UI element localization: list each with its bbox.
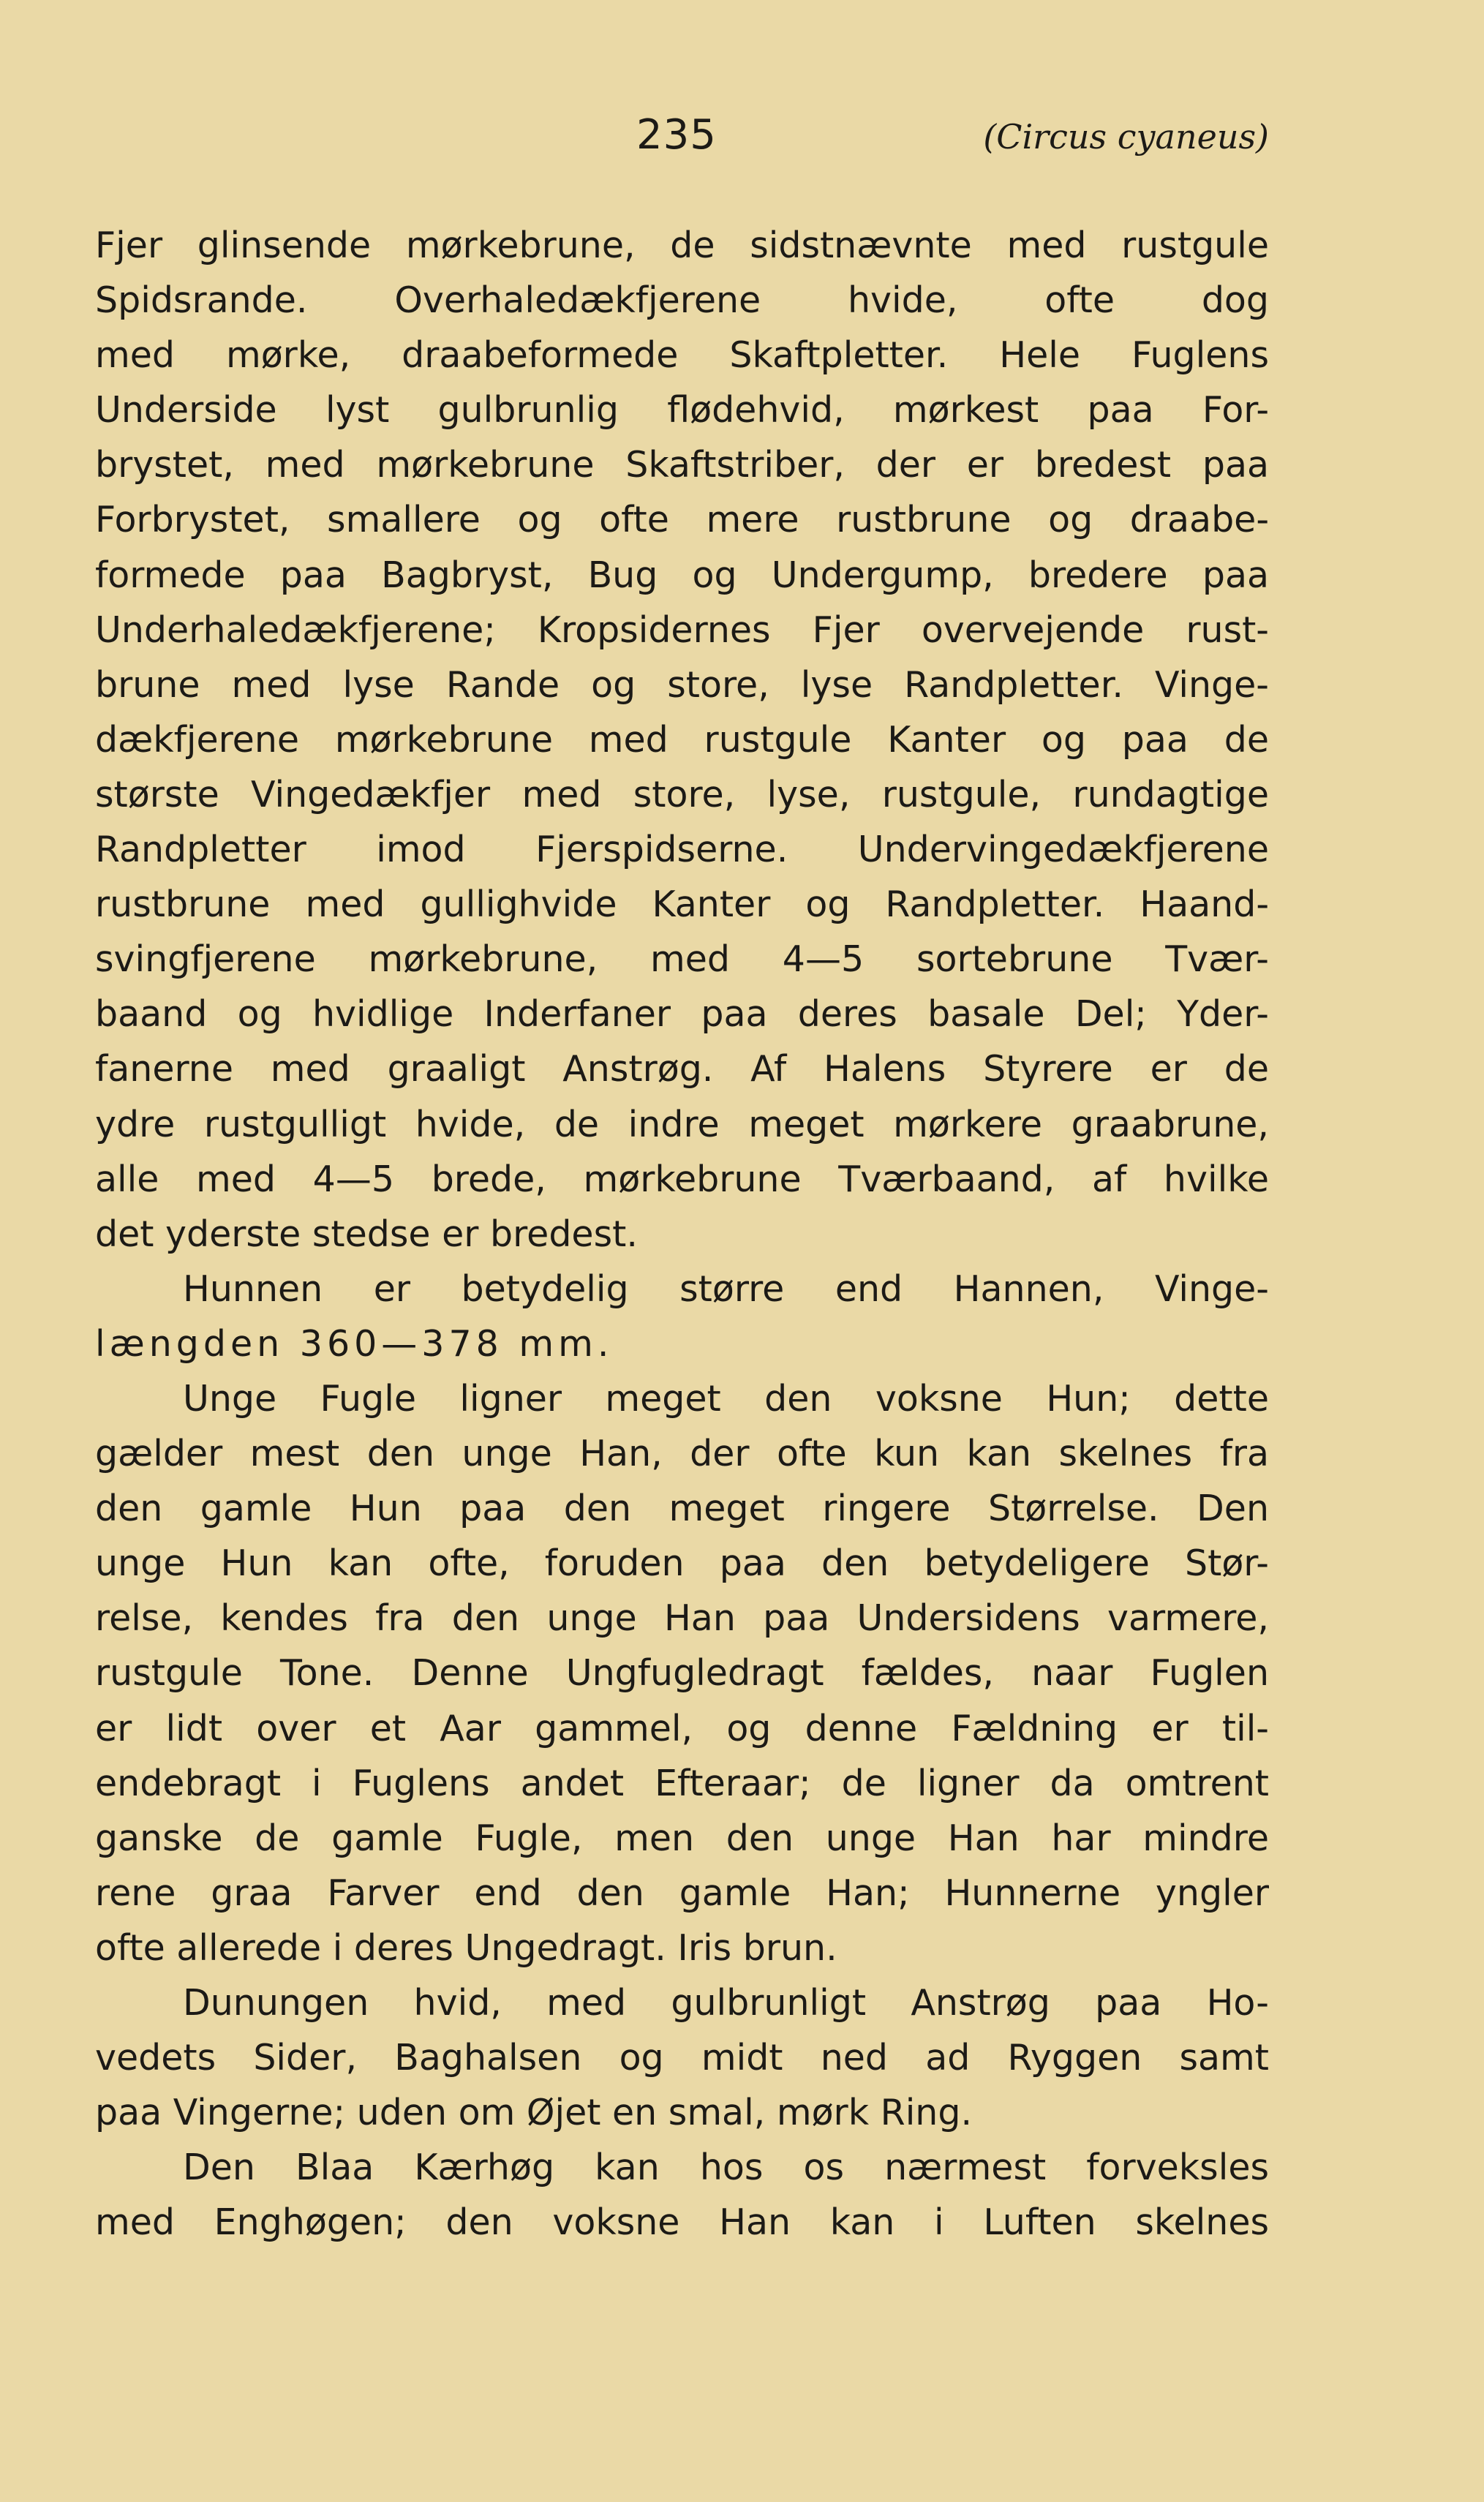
text-line: Randpletter imod Fjerspidserne. Undervingedækfjerene bbox=[95, 829, 1269, 871]
text-line: Unge Fugle ligner meget den voksne Hun; dette bbox=[183, 1377, 1269, 1420]
text-line: længden 360—378 mm. bbox=[95, 1322, 614, 1365]
text-line: brune med lyse Rande og store, lyse Randpletter. Vinge- bbox=[95, 663, 1269, 706]
text-line: Dunungen hvid, med gulbrunligt Anstrøg paa Ho- bbox=[183, 1982, 1269, 2024]
text-line: Den Blaa Kærhøg kan hos os nærmest forveksles bbox=[183, 2147, 1269, 2189]
text-line: rustgule Tone. Denne Ungfugledragt fældes, naar Fuglen bbox=[95, 1652, 1269, 1695]
text-line: ganske de gamle Fugle, men den unge Han har mindre bbox=[95, 1817, 1269, 1859]
body-text bbox=[95, 218, 1269, 2250]
text-line: fanerne med graaligt Anstrøg. Af Halens Styrere er de bbox=[95, 1048, 1269, 1090]
text-line: den gamle Hun paa den meget ringere Størrelse. Den bbox=[95, 1488, 1269, 1530]
text-line: det yderste stedse er bredest. bbox=[95, 1213, 638, 1255]
text-line: paa Vingerne; uden om Øjet en smal, mørk Ring. bbox=[95, 2092, 973, 2134]
text-line: svingfjerene mørkebrune, med 4—5 sortebrune Tvær- bbox=[95, 938, 1269, 981]
text-line: største Vingedækfjer med store, lyse, rustgule, rundagtige bbox=[95, 773, 1269, 815]
text-line: med Enghøgen; den voksne Han kan i Luften skelnes bbox=[95, 2201, 1269, 2244]
text-line: unge Hun kan ofte, foruden paa den betydeligere Stør- bbox=[95, 1542, 1269, 1585]
text-line: alle med 4—5 brede, mørkebrune Tværbaand, af hvilke bbox=[95, 1158, 1269, 1200]
text-line: formede paa Bagbryst, Bug og Undergump, bredere paa bbox=[95, 554, 1269, 596]
text-line: relse, kendes fra den unge Han paa Undersidens varmere, bbox=[95, 1597, 1269, 1640]
text-line: Underhaledækfjerene; Kropsidernes Fjer overvejende rust- bbox=[95, 608, 1269, 651]
text-line: ofte allerede i deres Ungedragt. Iris brun. bbox=[95, 1926, 837, 1969]
text-line: er lidt over et Aar gammel, og denne Fældning er til- bbox=[95, 1707, 1269, 1749]
text-line: vedets Sider, Baghalsen og midt ned ad Ryggen samt bbox=[95, 2037, 1269, 2079]
text-line: dækfjerene mørkebrune med rustgule Kanter og paa de bbox=[95, 718, 1269, 761]
text-line: rustbrune med gullighvide Kanter og Randpletter. Haand- bbox=[95, 883, 1269, 926]
text-line: Forbrystet, smallere og ofte mere rustbrune og draabe- bbox=[95, 499, 1269, 541]
text-line: Hunnen er betydelig større end Hannen, Vinge- bbox=[183, 1267, 1269, 1310]
page-number: 235 bbox=[636, 111, 717, 159]
text-line: ydre rustgulligt hvide, de indre meget mørkere graabrune, bbox=[95, 1103, 1269, 1145]
text-line: Underside lyst gulbrunlig flødehvid, mørkest paa For- bbox=[95, 389, 1269, 432]
text-line: endebragt i Fuglens andet Efteraar; de ligner da omtrent bbox=[95, 1762, 1269, 1804]
text-line: brystet, med mørkebrune Skaftstriber, der er bredest paa bbox=[95, 444, 1269, 486]
text-line: gælder mest den unge Han, der ofte kun kan skelnes fra bbox=[95, 1433, 1269, 1475]
text-line: Fjer glinsende mørkebrune, de sidstnævnte med rustgule bbox=[95, 225, 1269, 266]
running-head: (Circus cyaneus) bbox=[983, 117, 1269, 157]
text-line: rene graa Farver end den gamle Han; Hunnerne yngler bbox=[95, 1872, 1269, 1914]
text-line: Spidsrande. Overhaledækfjerene hvide, ofte dog bbox=[95, 279, 1269, 322]
page-header bbox=[95, 111, 1269, 170]
text-line: baand og hvidlige Inderfaner paa deres basale Del; Yder- bbox=[95, 993, 1269, 1036]
text-line: med mørke, draabeformede Skaftpletter. Hele Fuglens bbox=[95, 334, 1269, 377]
